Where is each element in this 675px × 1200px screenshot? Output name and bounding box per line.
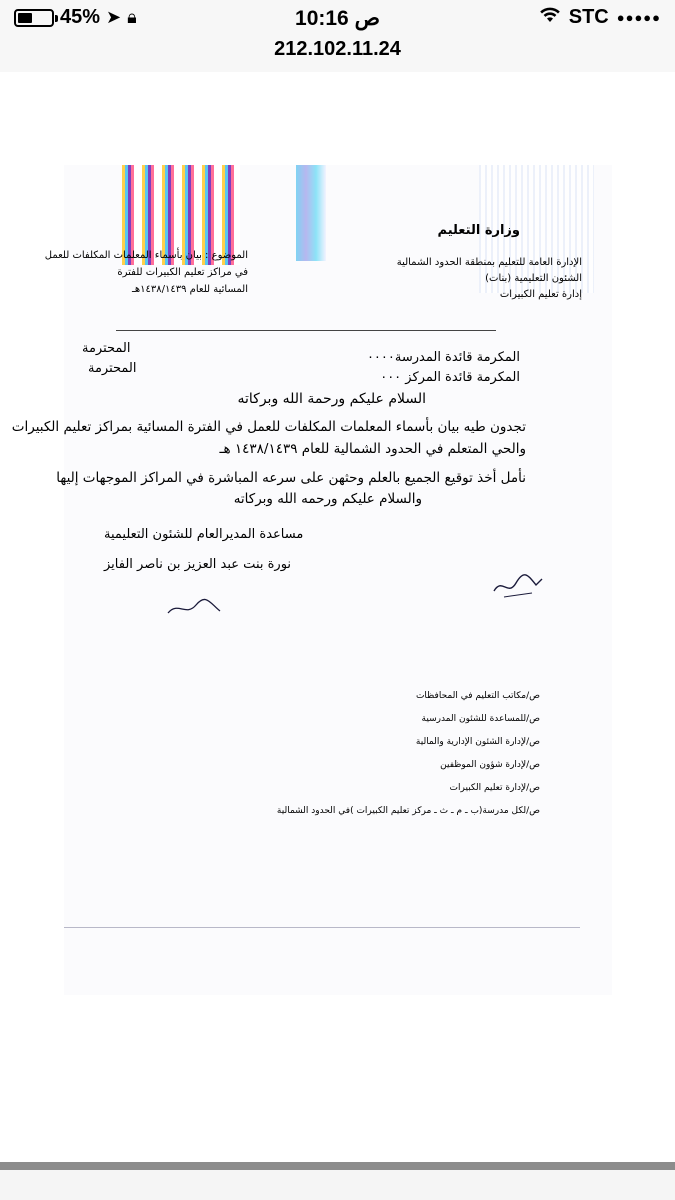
cc-list (277, 685, 540, 823)
browser-toolbar[interactable] (0, 1162, 675, 1200)
cc-item: ص/مكاتب التعليم في المحافظات (415, 691, 540, 701)
ministry-name: وزارة التعليم (437, 223, 520, 238)
clock: 10:16 ص (295, 7, 380, 30)
closing-line: والسلام عليكم ورحمه الله وبركاته (233, 491, 422, 507)
body-paragraph: والحي المتعلم في الحدود الشمالية للعام ١٤٣٨/١٤٣٩ هـ (219, 441, 526, 457)
greeting: السلام عليكم ورحمة الله وبركاته (237, 391, 426, 407)
recipient-line: المكرمة قائدة المركز ٠٠٠ (380, 370, 520, 385)
header-rule (116, 330, 496, 331)
signature-mark (492, 567, 544, 601)
admin-line: الشئون التعليمية (بنات) (485, 273, 582, 284)
subject-line: الموضوع : بيان بأسماء المعلمات المكلفات للعمل (44, 250, 248, 261)
body-paragraph: نأمل أخذ توقيع الجميع بالعلم وحثهن على سرعه المباشرة في المراكز الموجهات إليها (56, 470, 526, 486)
orientation-lock-icon: 🔒︎ (127, 7, 137, 28)
scanned-letter-page (11, 165, 612, 995)
admin-header (397, 255, 582, 303)
wifi-icon (539, 7, 561, 28)
cc-item: ص/للمساعدة للشئون المدرسية (421, 714, 540, 724)
cc-item: ص/لإدارة الشئون الإدارية والمالية (415, 737, 540, 747)
signature-mark (164, 597, 224, 619)
battery-percent: 45% (60, 6, 101, 28)
subject-block (44, 247, 248, 298)
signal-strength-icon: ●●●●● (616, 10, 661, 25)
cc-item: ص/لإدارة شؤون الموظفين (440, 760, 540, 770)
status-bar (0, 0, 675, 73)
cc-item: ص/لكل مدرسة(ب ـ م ـ ث ـ مركز تعليم الكبيرات )في الحدود الشمالية (276, 806, 540, 816)
signatory-name: نورة بنت عبد العزيز بن ناصر الفايز (104, 557, 292, 572)
body-paragraph: تجدون طيه بيان بأسماء المعلمات المكلفات للعمل في الفترة المسائية بمراكز تعليم الكبيرات (11, 419, 526, 435)
document-viewer[interactable] (0, 72, 675, 1162)
address-bar-url[interactable]: 212.102.11.24 (274, 38, 401, 60)
subject-line: المسائية للعام ١٤٣٨/١٤٣٩هـ (131, 284, 248, 295)
honorific: المحترمة (82, 341, 131, 356)
page-bottom-line (64, 927, 580, 928)
status-right (539, 6, 661, 29)
admin-line: الإدارة العامة للتعليم بمنطقة الحدود الشمالية (396, 257, 582, 268)
cc-item: ص/لإدارة تعليم الكبيرات (449, 783, 540, 793)
vision-logo (296, 165, 326, 261)
admin-line: إدارة تعليم الكبيرات (499, 289, 582, 300)
recipient-line: المكرمة قائدة المدرسة٠٠٠٠ (366, 350, 520, 365)
carrier-name: STC (568, 6, 609, 28)
signatory-title: مساعدة المديرالعام للشئون التعليمية (104, 527, 304, 542)
location-arrow-icon: ➤ (106, 7, 122, 28)
honorific: المحترمة (88, 361, 137, 376)
subject-line: في مراكز تعليم الكبيرات للفترة (117, 267, 248, 278)
